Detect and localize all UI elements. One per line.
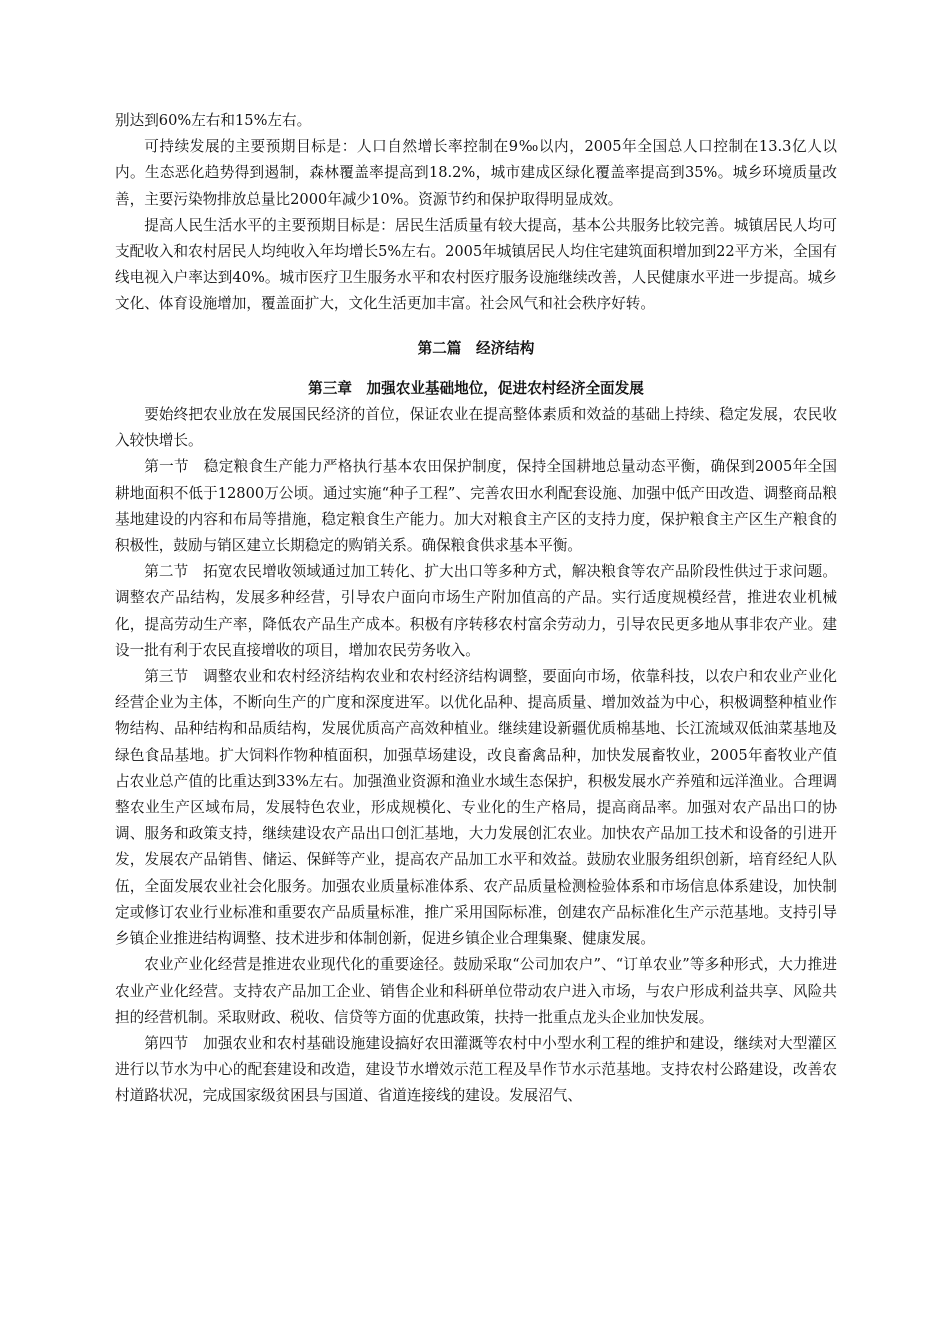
paragraph-section-4: 第四节 加强农业和农村基础设施建设搞好农田灌溉等农村中小型水利工程的维护和建设，继续对大型灌区进行以节水为中心的配套建设和改造，建设节水增效示范工程及旱作节水示范基地。支持农村公路建设，改善农村道路状况，完成国家级贫困县与国道、省道连接线的建设。发展沼气、 [115, 1034, 837, 1105]
chapter-title: 第三章 加强农业基础地位，促进农村经济全面发展 [308, 379, 644, 397]
paragraph-sustainable-development-targets: 可持续发展的主要预期目标是：人口自然增长率控制在9‰以内，2005年全国总人口控制在13.3亿人以内。生态恶化趋势得到遏制，森林覆盖率提高到18.2%，城市建成区绿化覆盖率提高到35%。城乡环境质量改善，主要污染物排放总量比2000年减少10%。资源节约和保护取得明显成效。 [115, 138, 837, 208]
document-page [115, 108, 837, 1110]
paragraph-section-2: 第二节 拓宽农民增收领域通过加工转化、扩大出口等多种方式，解决粮食等农产品阶段性供过于求问题。调整农产品结构，发展多种经营，引导农户面向市场生产附加值高的产品。实行适度规模经营，推进农业机械化，提高劳动生产率，降低农产品生产成本。积极有序转移农村富余劳动力，引导农民更多地从事非农产业。建设一批有利于农民直接增收的项目，增加农民劳务收入。 [115, 563, 837, 659]
paragraph-chapter-intro: 要始终把农业放在发展国民经济的首位，保证农业在提高整体素质和效益的基础上持续、稳定发展，农民收入较快增长。 [115, 406, 837, 450]
paragraph-section-3: 第三节 调整农业和农村经济结构农业和农村经济结构调整，要面向市场，依靠科技，以农户和农业产业化经营企业为主体，不断向生产的广度和深度进军。以优化品种、提高质量、增加效益为中心，积极调整种植业作物结构、品种结构和品质结构，发展优质高产高效种植业。继续建设新疆优质棉基地、长江流域双低油菜基地及绿色食品基地。扩大饲料作物种植面积，加强草场建设，改良畜禽品种，加快发展畜牧业，2005年畜牧业产值占农业总产值的比重达到33%左右。加强渔业资源和渔业水域生态保护，积极发展水产养殖和远洋渔业。合理调整农业生产区域布局，发展特色农业，形成规模化、专业化的生产格局，提高商品率。加强对农产品出口的协调、服务和政策支持，继续建设农产品出口创汇基地，大力发展创汇农业。加快农产品加工技术和设备的引进开发，发展农产品销售、储运、保鲜等产业，提高农产品加工水平和效益。鼓励农业服务组织创新，培育经纪人队伍，全面发展农业社会化服务。加强农业质量标准体系、农产品质量检测检验体系和市场信息体系建设，加快制定或修订农业行业标准和重要农产品质量标准，推广采用国际标准，创建农产品标准化生产示范基地。支持引导乡镇企业推进结构调整、技术进步和体制创新，促进乡镇企业合理集聚、健康发展。 [115, 668, 837, 948]
paragraph-section-1: 第一节 稳定粮食生产能力严格执行基本农田保护制度，保持全国耕地总量动态平衡，确保到2005年全国耕地面积不低于12800万公顷。通过实施“种子工程”、完善农田水利配套设施、加强中低产田改造、调整商品粮基地建设的内容和布局等措施，稳定粮食生产能力。加大对粮食主产区的支持力度，保护粮食主产区生产粮食的积极性，鼓励与销区建立长期稳定的购销关系。确保粮食供求基本平衡。 [115, 458, 837, 555]
paragraph-industrialization: 农业产业化经营是推进农业现代化的重要途径。鼓励采取“公司加农户”、“订单农业”等多种形式，大力推进农业产业化经营。支持农产品加工企业、销售企业和科研单位带动农户进入市场，与农户形成利益共享、风险共担的经营机制。采取财政、税收、信贷等方面的优惠政策，扶持一批重点龙头企业加快发展。 [115, 956, 837, 1026]
part-title: 第二篇 经济结构 [417, 339, 535, 357]
paragraph-targets-continued: 别达到60%左右和15%左右。 [115, 112, 312, 129]
paragraph-living-standard-targets: 提高人民生活水平的主要预期目标是：居民生活质量有较大提高，基本公共服务比较完善。城镇居民人均可支配收入和农村居民人均纯收入年均增长5%左右。2005年城镇居民人均住宅建筑面积增加到22平方米，全国有线电视入户率达到40%。城市医疗卫生服务水平和农村医疗服务设施继续改善，人民健康水平进一步提高。城乡文化、体育设施增加，覆盖面扩大，文化生活更加丰富。社会风气和社会秩序好转。 [115, 216, 837, 313]
